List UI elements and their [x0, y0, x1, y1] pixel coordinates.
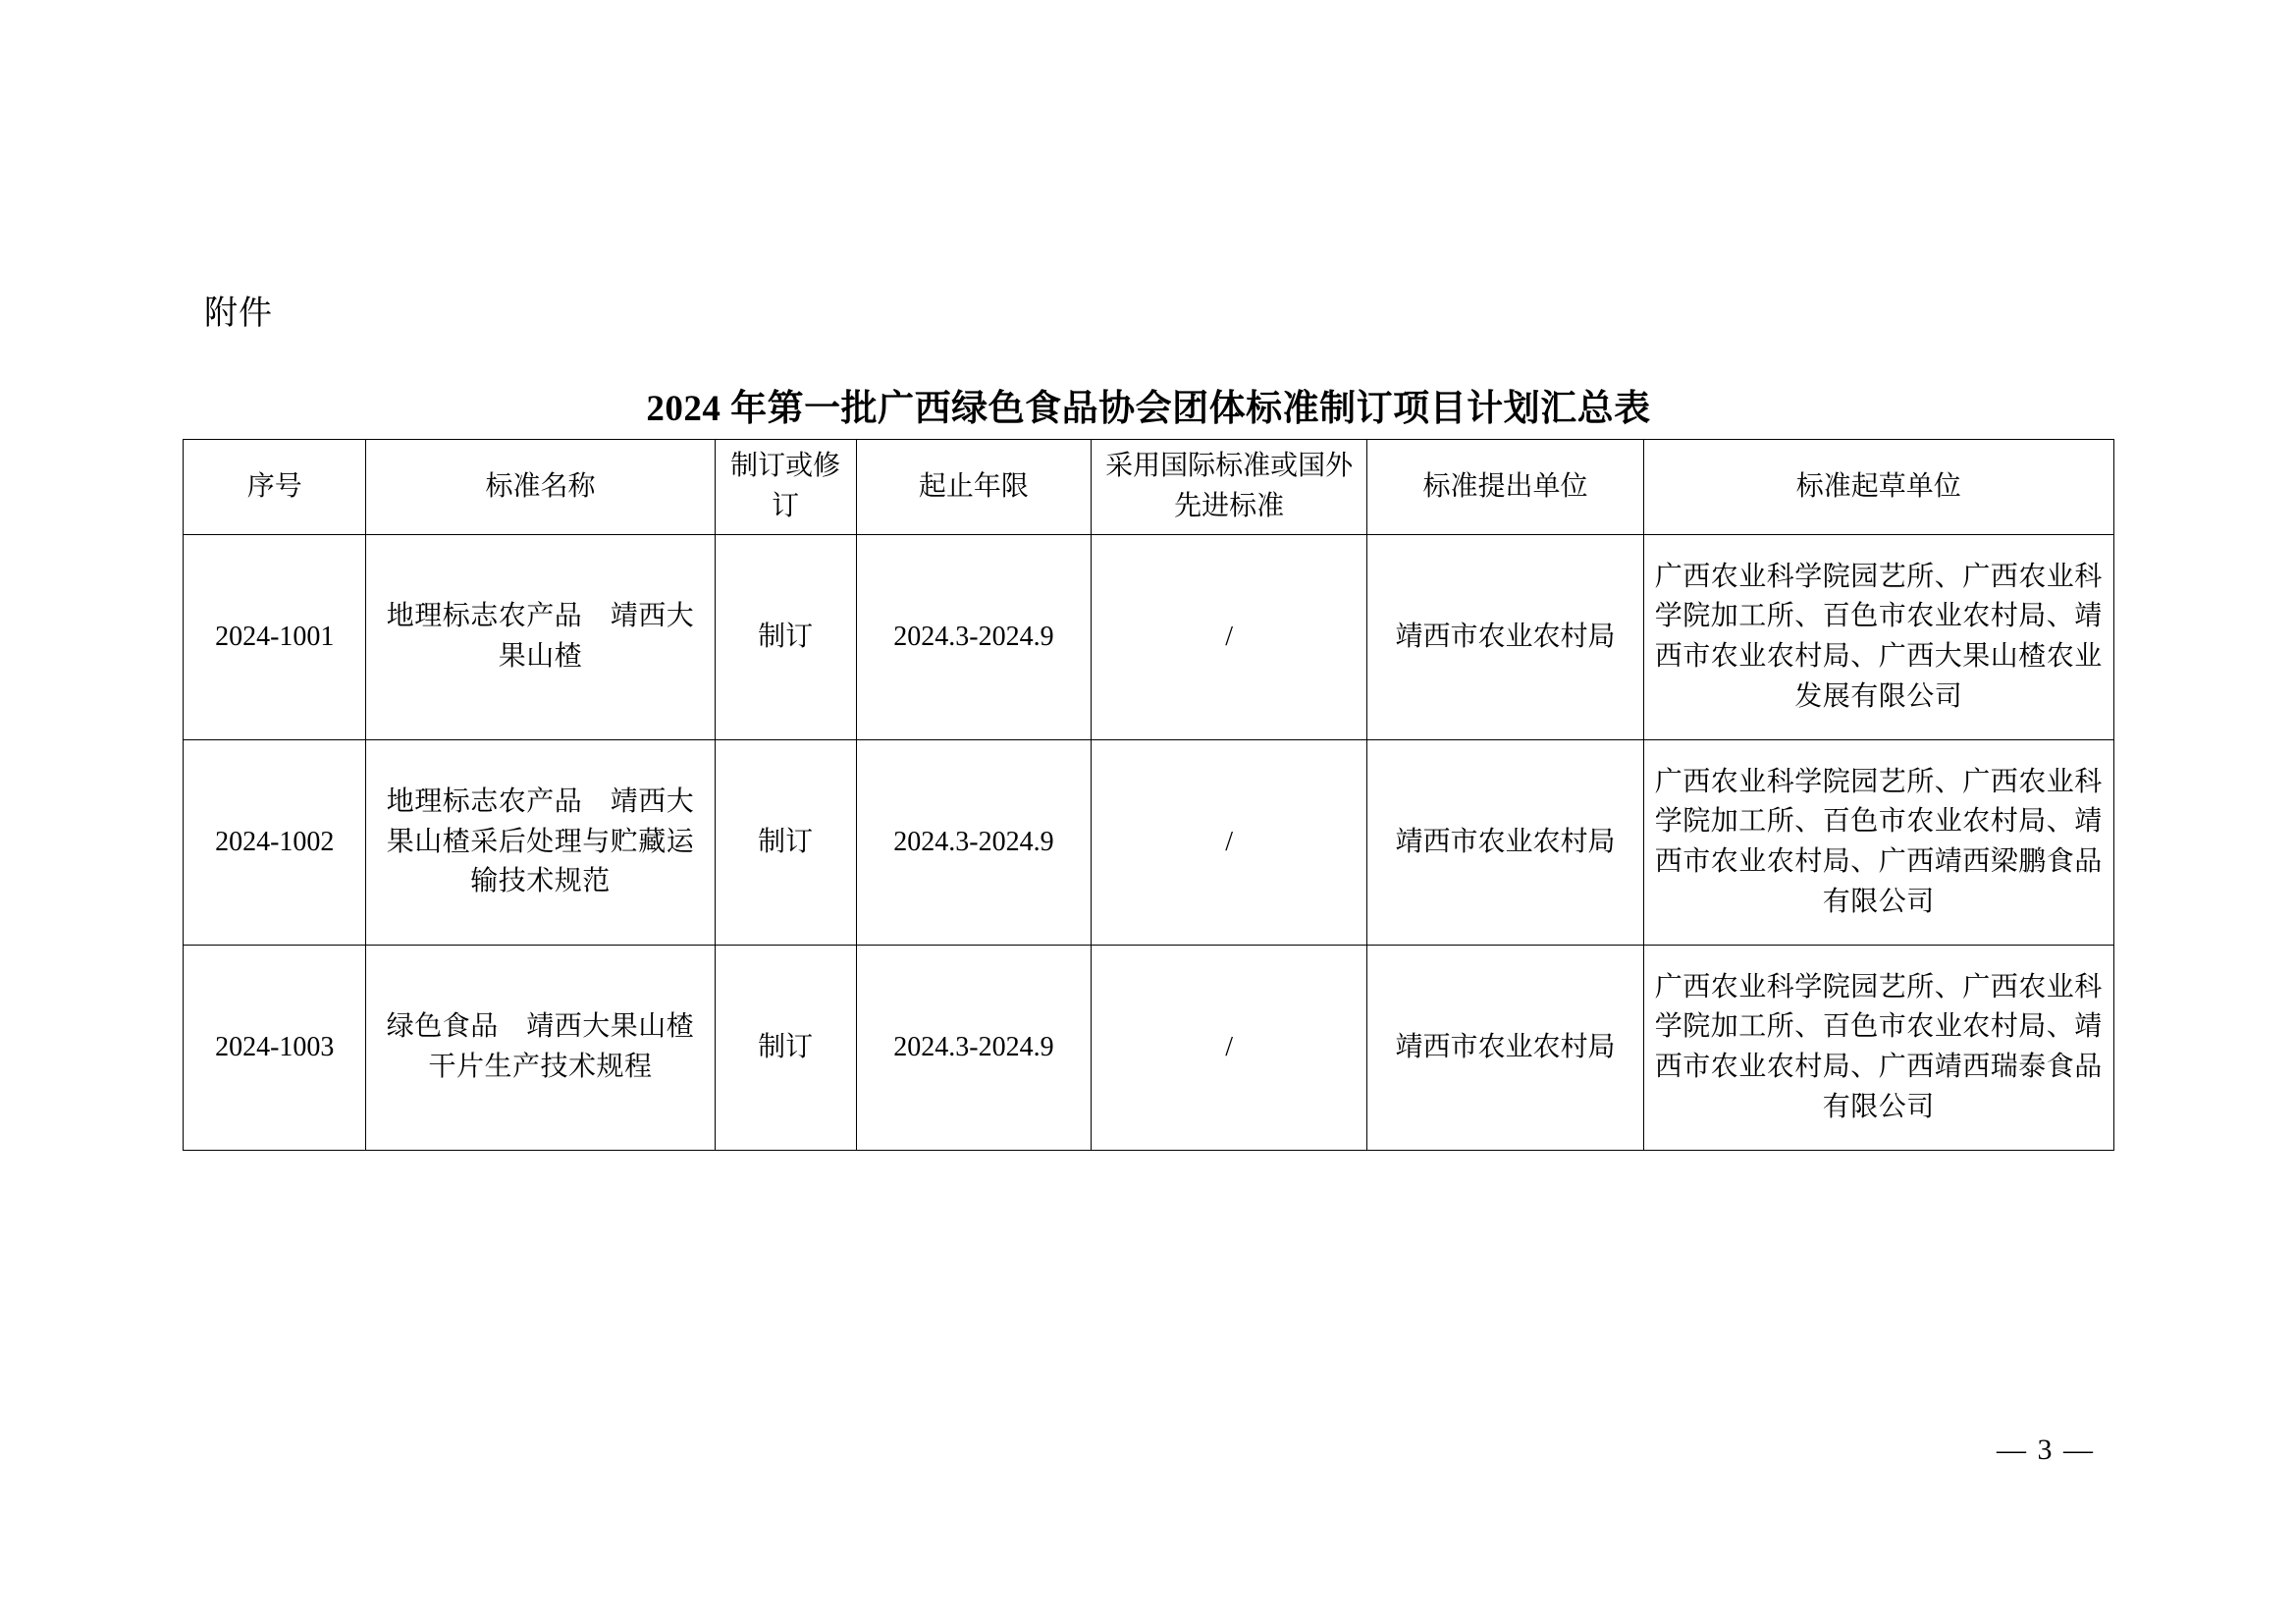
- page-title: 2024 年第一批广西绿色食品协会团体标准制订项目计划汇总表: [646, 389, 1651, 429]
- attachment-label: 附件: [204, 296, 273, 332]
- column-header-proposer: 标准提出单位: [1367, 440, 1643, 535]
- table-body: [184, 535, 2114, 1151]
- page-number: — 3 —: [1997, 1434, 2095, 1466]
- cell-international-standard: /: [1092, 535, 1367, 740]
- column-header-type: 制订或修订: [715, 440, 856, 535]
- column-header-drafter: 标准起草单位: [1643, 440, 2113, 535]
- cell-type: 制订: [715, 946, 856, 1151]
- cell-international-standard: /: [1092, 946, 1367, 1151]
- cell-type: 制订: [715, 535, 856, 740]
- cell-standard-name: 地理标志农产品 靖西大果山楂采后处理与贮藏运输技术规范: [366, 740, 715, 946]
- cell-years: 2024.3-2024.9: [856, 535, 1091, 740]
- table-row: [184, 535, 2114, 740]
- cell-proposer: 靖西市农业农村局: [1367, 535, 1643, 740]
- cell-standard-name: 绿色食品 靖西大果山楂干片生产技术规程: [366, 946, 715, 1151]
- cell-no: 2024-1003: [184, 946, 366, 1151]
- cell-type: 制订: [715, 740, 856, 946]
- cell-standard-name: 地理标志农产品 靖西大果山楂: [366, 535, 715, 740]
- table-row: [184, 946, 2114, 1151]
- standards-plan-table: [183, 439, 2114, 1151]
- column-header-years: 起止年限: [856, 440, 1091, 535]
- table-row: [184, 740, 2114, 946]
- cell-drafter: 广西农业科学院园艺所、广西农业科学院加工所、百色市农业农村局、靖西市农业农村局、广西靖西瑞泰食品有限公司: [1643, 946, 2113, 1151]
- column-header-no: 序号: [184, 440, 366, 535]
- column-header-international-standard: 采用国际标准或国外先进标准: [1092, 440, 1367, 535]
- table-header: [184, 440, 2114, 535]
- cell-years: 2024.3-2024.9: [856, 740, 1091, 946]
- cell-drafter: 广西农业科学院园艺所、广西农业科学院加工所、百色市农业农村局、靖西市农业农村局、广西大果山楂农业发展有限公司: [1643, 535, 2113, 740]
- cell-proposer: 靖西市农业农村局: [1367, 740, 1643, 946]
- cell-drafter: 广西农业科学院园艺所、广西农业科学院加工所、百色市农业农村局、靖西市农业农村局、广西靖西梁鹏食品有限公司: [1643, 740, 2113, 946]
- cell-no: 2024-1002: [184, 740, 366, 946]
- cell-no: 2024-1001: [184, 535, 366, 740]
- table-header-row: [184, 440, 2114, 535]
- cell-proposer: 靖西市农业农村局: [1367, 946, 1643, 1151]
- cell-international-standard: /: [1092, 740, 1367, 946]
- column-header-standard-name: 标准名称: [366, 440, 715, 535]
- cell-years: 2024.3-2024.9: [856, 946, 1091, 1151]
